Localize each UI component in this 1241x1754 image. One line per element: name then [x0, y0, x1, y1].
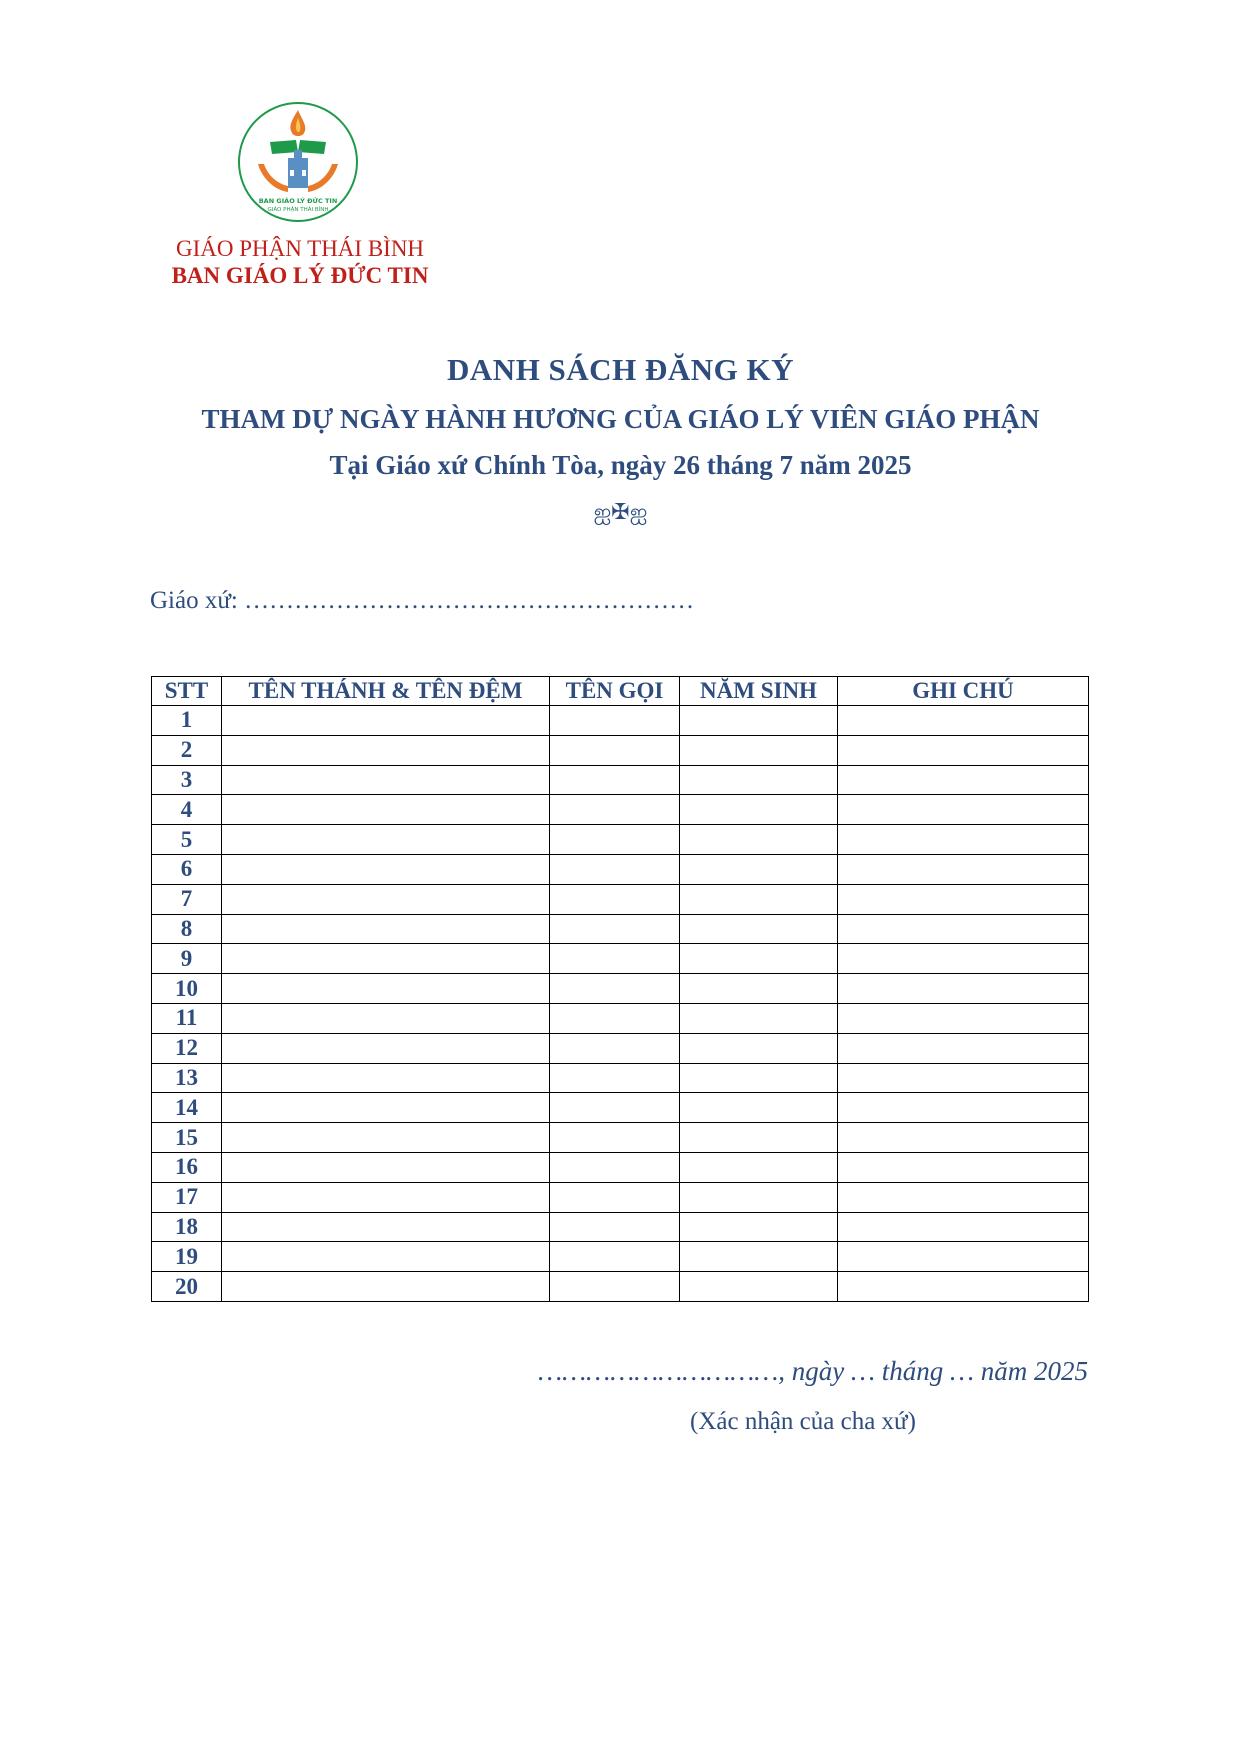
notes-cell[interactable] [838, 1182, 1089, 1212]
saint-middle-name-cell[interactable] [222, 735, 550, 765]
saint-middle-name-cell[interactable] [222, 1093, 550, 1123]
event-place-date: Tại Giáo xứ Chính Tòa, ngày 26 tháng 7 năm 2025 [329, 450, 912, 480]
notes-cell[interactable] [838, 1063, 1089, 1093]
saint-middle-name-cell[interactable] [222, 944, 550, 974]
header-stt: STT [152, 677, 222, 706]
birth-year-cell[interactable] [680, 1003, 838, 1033]
birth-year-cell[interactable] [680, 1093, 838, 1123]
saint-middle-name-cell[interactable] [222, 884, 550, 914]
given-name-cell[interactable] [550, 1123, 680, 1153]
registration-table [151, 676, 1089, 1302]
notes-cell[interactable] [838, 974, 1089, 1004]
diocese-logo [236, 100, 360, 224]
birth-year-cell[interactable] [680, 735, 838, 765]
notes-cell[interactable] [838, 1093, 1089, 1123]
table-row [152, 795, 1089, 825]
saint-middle-name-cell[interactable] [222, 795, 550, 825]
table-row [152, 1212, 1089, 1242]
birth-year-cell[interactable] [680, 1063, 838, 1093]
signature-date-line: …………………………, ngày … tháng … năm 2025 [538, 1356, 1088, 1386]
birth-year-cell[interactable] [680, 884, 838, 914]
notes-cell[interactable] [838, 706, 1089, 736]
table-row [152, 1152, 1089, 1182]
table-row [152, 825, 1089, 855]
notes-cell[interactable] [838, 765, 1089, 795]
table-row [152, 1272, 1089, 1302]
row-number: 20 [152, 1272, 222, 1302]
logo-text-top: BAN GIÁO LÝ ĐỨC TIN [258, 197, 338, 205]
header-birth-year: NĂM SINH [680, 677, 838, 706]
row-number: 3 [152, 765, 222, 795]
birth-year-cell[interactable] [680, 706, 838, 736]
given-name-cell[interactable] [550, 1272, 680, 1302]
table-row [152, 1242, 1089, 1272]
row-number: 9 [152, 944, 222, 974]
birth-year-cell[interactable] [680, 1123, 838, 1153]
given-name-cell[interactable] [550, 825, 680, 855]
given-name-cell[interactable] [550, 884, 680, 914]
table-row [152, 1123, 1089, 1153]
row-number: 19 [152, 1242, 222, 1272]
birth-year-cell[interactable] [680, 765, 838, 795]
given-name-cell[interactable] [550, 1212, 680, 1242]
row-number: 1 [152, 706, 222, 736]
birth-year-cell[interactable] [680, 854, 838, 884]
parish-field[interactable]: Giáo xứ: ……………………………………………… [150, 587, 695, 614]
birth-year-cell[interactable] [680, 944, 838, 974]
given-name-cell[interactable] [550, 974, 680, 1004]
table-row [152, 854, 1089, 884]
row-number: 14 [152, 1093, 222, 1123]
table-row [152, 765, 1089, 795]
row-number: 18 [152, 1212, 222, 1242]
saint-middle-name-cell[interactable] [222, 1212, 550, 1242]
saint-middle-name-cell[interactable] [222, 1123, 550, 1153]
saint-middle-name-cell[interactable] [222, 1152, 550, 1182]
notes-cell[interactable] [838, 854, 1089, 884]
table-row [152, 735, 1089, 765]
logo-text-bottom: GIÁO PHẬN THÁI BÌNH [267, 207, 329, 213]
table-row [152, 706, 1089, 736]
given-name-cell[interactable] [550, 854, 680, 884]
saint-middle-name-cell[interactable] [222, 1272, 550, 1302]
priest-confirmation-label: (Xác nhận của cha xứ) [690, 1408, 916, 1435]
given-name-cell[interactable] [550, 914, 680, 944]
birth-year-cell[interactable] [680, 825, 838, 855]
birth-year-cell[interactable] [680, 974, 838, 1004]
diocese-name: GIÁO PHẬN THÁI BÌNH [175, 236, 425, 261]
table-row [152, 914, 1089, 944]
table-row [152, 974, 1089, 1004]
table-row [152, 944, 1089, 974]
notes-cell[interactable] [838, 1212, 1089, 1242]
given-name-cell[interactable] [550, 1242, 680, 1272]
row-number: 17 [152, 1182, 222, 1212]
notes-cell[interactable] [838, 795, 1089, 825]
table-row [152, 1093, 1089, 1123]
saint-middle-name-cell[interactable] [222, 1063, 550, 1093]
notes-cell[interactable] [838, 735, 1089, 765]
row-number: 7 [152, 884, 222, 914]
row-number: 4 [152, 795, 222, 825]
saint-middle-name-cell[interactable] [222, 825, 550, 855]
table-row [152, 1033, 1089, 1063]
notes-cell[interactable] [838, 1003, 1089, 1033]
given-name-cell[interactable] [550, 765, 680, 795]
saint-middle-name-cell[interactable] [222, 1182, 550, 1212]
notes-cell[interactable] [838, 1272, 1089, 1302]
birth-year-cell[interactable] [680, 1212, 838, 1242]
given-name-cell[interactable] [550, 944, 680, 974]
notes-cell[interactable] [838, 1242, 1089, 1272]
row-number: 2 [152, 735, 222, 765]
saint-middle-name-cell[interactable] [222, 706, 550, 736]
saint-middle-name-cell[interactable] [222, 914, 550, 944]
row-number: 6 [152, 854, 222, 884]
notes-cell[interactable] [838, 1033, 1089, 1063]
birth-year-cell[interactable] [680, 1242, 838, 1272]
notes-cell[interactable] [838, 914, 1089, 944]
birth-year-cell[interactable] [680, 795, 838, 825]
table-row [152, 1063, 1089, 1093]
birth-year-cell[interactable] [680, 1272, 838, 1302]
notes-cell[interactable] [838, 884, 1089, 914]
row-number: 5 [152, 825, 222, 855]
notes-cell[interactable] [838, 825, 1089, 855]
notes-cell[interactable] [838, 944, 1089, 974]
committee-name: BAN GIÁO LÝ ĐỨC TIN [171, 263, 429, 288]
given-name-cell[interactable] [550, 1033, 680, 1063]
row-number: 10 [152, 974, 222, 1004]
notes-cell[interactable] [838, 1152, 1089, 1182]
given-name-cell[interactable] [550, 1152, 680, 1182]
saint-middle-name-cell[interactable] [222, 1242, 550, 1272]
given-name-cell[interactable] [550, 706, 680, 736]
given-name-cell[interactable] [550, 795, 680, 825]
table-row [152, 1003, 1089, 1033]
given-name-cell[interactable] [550, 735, 680, 765]
given-name-cell[interactable] [550, 1182, 680, 1212]
given-name-cell[interactable] [550, 1003, 680, 1033]
row-number: 11 [152, 1003, 222, 1033]
document-subtitle: THAM DỰ NGÀY HÀNH HƯƠNG CỦA GIÁO LÝ VIÊN GIÁO PHẬN [201, 404, 1040, 434]
header-notes: GHI CHÚ [838, 677, 1089, 706]
saint-middle-name-cell[interactable] [222, 1003, 550, 1033]
row-number: 16 [152, 1152, 222, 1182]
header-given-name: TÊN GỌI [550, 677, 680, 706]
birth-year-cell[interactable] [680, 1182, 838, 1212]
birth-year-cell[interactable] [680, 1033, 838, 1063]
birth-year-cell[interactable] [680, 1152, 838, 1182]
saint-middle-name-cell[interactable] [222, 974, 550, 1004]
saint-middle-name-cell[interactable] [222, 765, 550, 795]
table-row [152, 1182, 1089, 1212]
row-number: 13 [152, 1063, 222, 1093]
saint-middle-name-cell[interactable] [222, 1033, 550, 1063]
given-name-cell[interactable] [550, 1093, 680, 1123]
row-number: 15 [152, 1123, 222, 1153]
row-number: 8 [152, 914, 222, 944]
notes-cell[interactable] [838, 1123, 1089, 1153]
birth-year-cell[interactable] [680, 914, 838, 944]
document-title: DANH SÁCH ĐĂNG KÝ [447, 352, 794, 387]
ornament-divider: ஐ✠ஐ [593, 500, 648, 525]
saint-middle-name-cell[interactable] [222, 854, 550, 884]
row-number: 12 [152, 1033, 222, 1063]
table-row [152, 884, 1089, 914]
header-saint-middle-name: TÊN THÁNH & TÊN ĐỆM [222, 677, 550, 706]
given-name-cell[interactable] [550, 1063, 680, 1093]
table-header-row [152, 677, 1089, 706]
